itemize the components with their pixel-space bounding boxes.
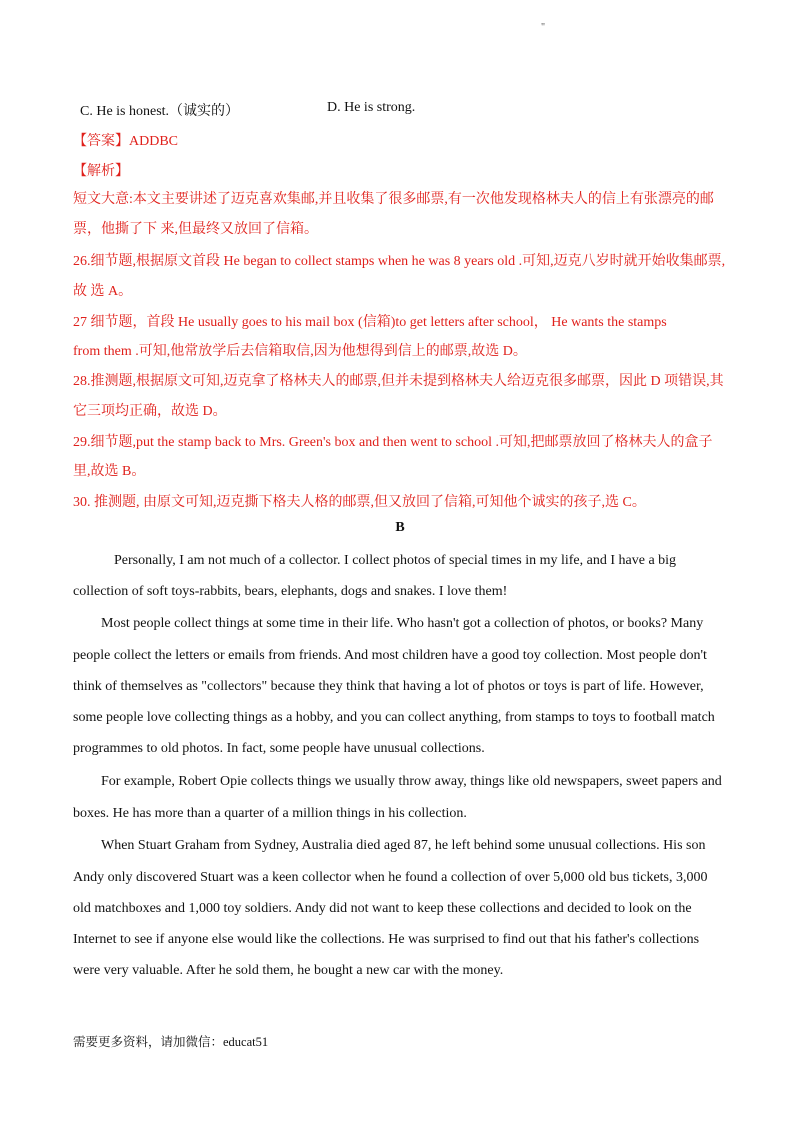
passage-line: When Stuart Graham from Sydney, Australia died aged 87, he left behind some unusual collections. His son: [101, 838, 706, 853]
analysis-line: 26.细节题,根据原文首段 He began to collect stamps when he was 8 years old .可知,迈克八岁时就开始收集邮票,: [73, 254, 726, 269]
analysis-line: 29.细节题,put the stamp back to Mrs. Green's box and then went to school .可知,把邮票放回了格林夫人的盒子: [73, 435, 713, 450]
analysis-line: 里,故选 B。: [73, 464, 146, 479]
analysis-title: 【解析】: [73, 164, 129, 179]
passage-line: old matchboxes and 1,000 toy soldiers. Andy did not want to keep these collections and decided to look on the: [73, 901, 692, 916]
analysis-line: from them .可知,他常放学后去信箱取信,因为他想得到信上的邮票,故选 D。: [73, 344, 527, 359]
passage-line: Internet to see if anyone else would like the collections. He was surprised to find out that his father's collections: [73, 932, 700, 947]
passage-line: Andy only discovered Stuart was a keen collector when he found a collection of over 5,000 old bus tickets, 3,000: [73, 870, 708, 885]
analysis-line: 28.推测题,根据原文可知,迈克拿了格林夫人的邮票,但并未提到格林夫人给迈克很多邮票，因此 D 项错误,其: [73, 374, 724, 389]
answer-key: 【答案】ADDBC: [73, 134, 179, 149]
passage-line: some people love collecting things as a hobby, and you can collect anything, from stamps to toys to football match: [73, 710, 715, 725]
analysis-line: 票，他撕了下 来,但最终又放回了信箱。: [73, 222, 318, 237]
option-c: C. He is honest.（诚实的）: [80, 104, 240, 119]
analysis-line: 故 选 A。: [73, 284, 133, 299]
footer-contact: 需要更多资料，请加微信：educat51: [73, 1035, 269, 1049]
analysis-line: 短文大意:本文主要讲述了迈克喜欢集邮,并且收集了很多邮票,有一次他发现格林夫人的信上有张漂亮的邮: [73, 192, 714, 207]
section-b-heading: B: [395, 520, 405, 535]
passage-line: Personally, I am not much of a collector. I collect photos of special times in my life, and I have a big: [114, 553, 677, 568]
passage-line: boxes. He has more than a quarter of a million things in his collection.: [73, 806, 467, 821]
analysis-line: 它三项均正确，故选 D。: [73, 404, 227, 419]
passage-line: For example, Robert Opie collects things we usually throw away, things like old newspapers, sweet papers and: [101, 774, 722, 789]
analysis-line: 27 细节题，首段 He usually goes to his mail box (信箱)to get letters after school， He wants the stamps: [73, 315, 667, 330]
passage-line: think of themselves as "collectors" because they think that having a lot of photos or toys is part of life. However,: [73, 679, 704, 694]
passage-line: were very valuable. After he sold them, he bought a new car with the money.: [73, 963, 504, 978]
passage-line: programmes to old photos. In fact, some people have unusual collections.: [73, 741, 485, 756]
passage-line: Most people collect things at some time in their life. Who hasn't got a collection of photos, or books? Many: [101, 616, 704, 631]
header-mark: ": [541, 22, 546, 33]
passage-line: collection of soft toys-rabbits, bears, elephants, dogs and snakes. I love them!: [73, 584, 508, 599]
option-d: D. He is strong.: [327, 100, 416, 115]
passage-line: people collect the letters or emails from friends. And most children have a good toy collection. Most people don't: [73, 648, 707, 663]
analysis-line: 30. 推测题, 由原文可知,迈克撕下格夫人格的邮票,但又放回了信箱,可知他个诚实的孩子,选 C。: [73, 495, 646, 510]
